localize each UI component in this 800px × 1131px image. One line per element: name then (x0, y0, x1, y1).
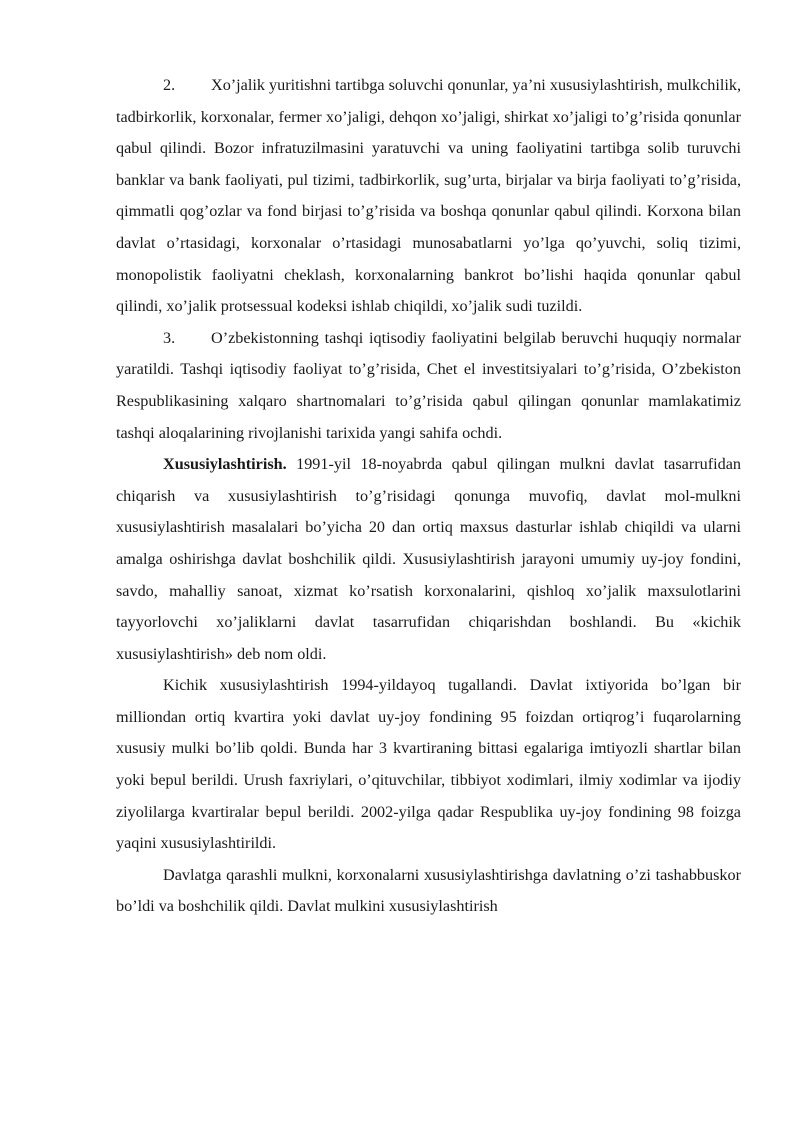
paragraph-3 (116, 323, 741, 449)
section-heading: Xususiylashtirish. (163, 455, 287, 474)
paragraph-text: Kichik xususiylashtirish 1994-yildayoq tugallandi. Davlat ixtiyorida bo’lgan bir milliondan ortiq kvartira yoki davlat uy-joy fondining 95 foizdan ortiqrog’i fuqarolarning xususiy mulki bo’lib qoldi. Bunda har 3 kvartiraning bittasi egalariga imtiyozli shartlar bilan yoki bepul berildi. Urush faxriylari, o’qituvchilar, tibbiyot xodimlari, ilmiy xodimlar va ijodiy ziyolilarga kvartiralar bepul berildi. 2002-yilga qadar Respublika uy-joy fondining 98 foizga yaqini xususiylashtirildi. (116, 676, 741, 853)
paragraph-xususiylashtirish (116, 449, 741, 670)
paragraph-text: Xo’jalik yuritishni tartibga soluvchi qonunlar, ya’ni xususiylashtirish, mulkchilik, tadbirkorlik, korxonalar, fermer xo’jaligi, dehqon xo’jaligi, shirkat xo’jaligi to’g’risida qonunlar qabul qilindi. Bozor infratuzilmasini yaratuvchi va uning faoliyatini tartibga solib turuvchi banklar va bank faoliyati, pul tizimi, tadbirkorlik, sug’urta, birjalar va birja faoliyati to’g’risida, qimmatli qog’ozlar va fond birjasi to’g’risida va boshqa qonunlar qabul qilindi. Korxona bilan davlat o’rtasidagi, korxonalar o’rtasidagi munosabatlarni yo’lga qo’yuvchi, soliq tizimi, monopolistik faoliyatni cheklash, korxonalarning bankrot bo’lishi haqida qonunlar qabul qilindi, xo’jalik protsessual kodeksi ishlab chiqildi, xo’jalik sudi tuzildi. (116, 76, 741, 316)
paragraph-kichik-xususiylashtirish (116, 670, 741, 860)
paragraph-davlatga-qarashli (116, 860, 741, 923)
paragraph-2 (116, 70, 741, 323)
document-page (116, 70, 741, 923)
paragraph-text: Davlatga qarashli mulkni, korxonalarni xususiylashtirishga davlatning o’zi tashabbuskor bo’ldi va boshchilik qildi. Davlat mulkini xususiylashtirish (116, 865, 741, 916)
paragraph-text: 1991-yil 18-noyabrda qabul qilingan mulkni davlat tasarrufidan chiqarish va xususiylashtirish to’g’risidagi qonunga muvofiq, davlat mol-mulkni xususiylashtirish masalalari bo’yicha 20 dan ortiq maxsus dasturlar ishlab chiqildi va ularni amalga oshirishga davlat boshchilik qildi. Xususiylashtirish jarayoni umumiy uy-joy fondini, savdo, mahalliy sanoat, xizmat ko’rsatish korxonalarini, qishloq xo’jalik maxsulotlarini tayyorlovchi xo’jaliklarni davlat tasarrufidan chiqarishdan boshlandi. Bu «kichik xususiylashtirish» deb nom oldi. (116, 455, 741, 663)
paragraph-number: 2. (163, 76, 176, 94)
paragraph-text: O’zbekistonning tashqi iqtisodiy faoliyatini belgilab beruvchi huquqiy normalar yaratildi. Tashqi iqtisodiy faoliyat to’g’risida, Chet el investitsiyalari to’g’risida, O’zbekiston Respublikasining xalqaro shartnomalari to’g’risida qabul qilingan qonunlar mamlakatimiz tashqi aloqalarining rivojlanishi tarixida yangi sahifa ochdi. (116, 328, 741, 442)
paragraph-number: 3. (163, 328, 176, 347)
